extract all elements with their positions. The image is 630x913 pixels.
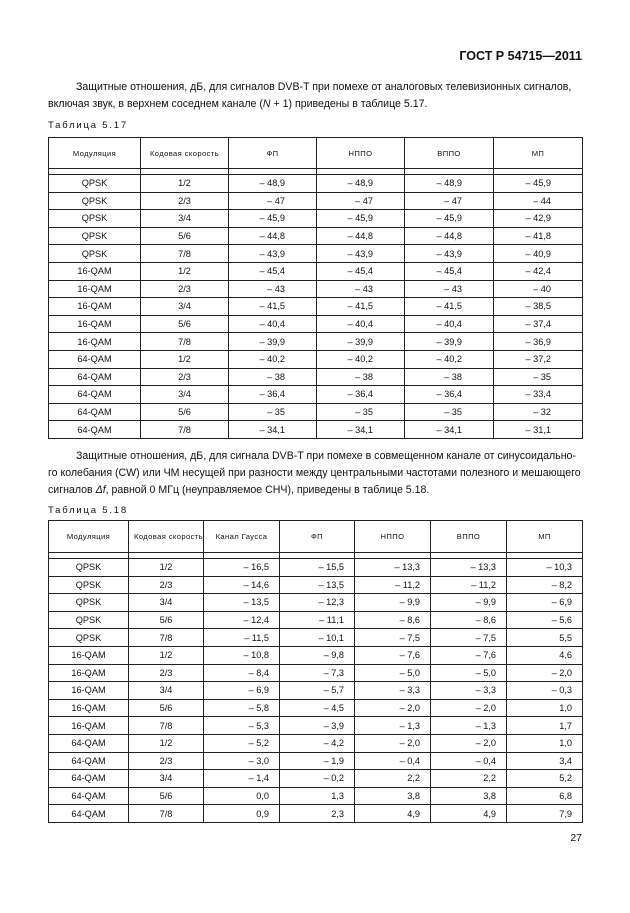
- table-cell: 1,3: [280, 787, 355, 805]
- table-cell: – 15,5: [280, 559, 355, 577]
- table-cell: – 2,0: [355, 734, 431, 752]
- table-cell: 64-QAM: [49, 752, 129, 770]
- table-cell: – 37,2: [494, 350, 583, 368]
- table-cell: 2,2: [355, 770, 431, 788]
- table-cell: 64-QAM: [49, 368, 141, 386]
- table-cell: – 34,1: [405, 421, 494, 439]
- table-cell: 5/6: [129, 699, 204, 717]
- table-cell: – 10,8: [204, 646, 280, 664]
- table-cell: – 5,0: [431, 664, 507, 682]
- table-cell: – 43,9: [229, 245, 317, 263]
- table-cell: – 37,4: [494, 315, 583, 333]
- table-cell: 7/8: [129, 717, 204, 735]
- table-row: [49, 787, 583, 805]
- table-cell: 1/2: [129, 734, 204, 752]
- table-row: [49, 333, 583, 351]
- table-cell: – 36,9: [494, 333, 583, 351]
- table-cell: – 9,9: [431, 594, 507, 612]
- table-cell: – 0,4: [431, 752, 507, 770]
- table-cell: – 2,0: [355, 699, 431, 717]
- table-row: [49, 227, 583, 245]
- table-cell: – 45,4: [405, 262, 494, 280]
- table-cell: 2/3: [129, 752, 204, 770]
- paragraph-line: Защитные отношения, дБ, для сигнала DVB-T при помехе в совмещенном канале от синусоидально-: [76, 450, 576, 462]
- frequency-variable: Δf: [95, 484, 106, 496]
- column-header: Кодовая скорость: [141, 138, 229, 169]
- table-cell: 64-QAM: [49, 787, 129, 805]
- table-cell: 64-QAM: [49, 805, 129, 823]
- table-cell: – 1,3: [355, 717, 431, 735]
- table-cell: – 1,4: [204, 770, 280, 788]
- table-cell: – 16,5: [204, 559, 280, 577]
- table-cell: 16-QAM: [49, 333, 141, 351]
- table-cell: – 5,6: [507, 611, 583, 629]
- table-row: [49, 629, 583, 647]
- table-cell: 16-QAM: [49, 664, 129, 682]
- table-row: [49, 594, 583, 612]
- table-cell: QPSK: [49, 245, 141, 263]
- table-cell: – 12,4: [204, 611, 280, 629]
- table-row: [49, 386, 583, 404]
- column-header: НППО: [355, 521, 431, 553]
- table-cell: – 36,4: [405, 386, 494, 404]
- table-cell: 64-QAM: [49, 403, 141, 421]
- table-cell: – 45,9: [317, 210, 405, 228]
- table-cell: – 38: [317, 368, 405, 386]
- table-cell: 1/2: [141, 350, 229, 368]
- table-cell: – 36,4: [229, 386, 317, 404]
- table-cell: – 40,2: [405, 350, 494, 368]
- table-cell: – 3,3: [355, 682, 431, 700]
- table-cell: – 6,9: [507, 594, 583, 612]
- table-caption: Таблица 5.18: [48, 505, 128, 516]
- table-cell: 16-QAM: [49, 262, 141, 280]
- table-cell: – 39,9: [405, 333, 494, 351]
- table-cell: – 8,2: [507, 576, 583, 594]
- column-header: Кодовая скорость: [129, 521, 204, 553]
- table-cell: – 35: [494, 368, 583, 386]
- table-row: [49, 403, 583, 421]
- table-cell: – 14,6: [204, 576, 280, 594]
- table-cell: – 41,5: [405, 298, 494, 316]
- table-cell: – 40,2: [317, 350, 405, 368]
- table-cell: – 13,5: [280, 576, 355, 594]
- table-cell: – 6,9: [204, 682, 280, 700]
- table-cell: – 8,6: [431, 611, 507, 629]
- table-cell: – 43,9: [317, 245, 405, 263]
- table-cell: – 45,9: [405, 210, 494, 228]
- table-cell: – 40,2: [229, 350, 317, 368]
- table-row: [49, 699, 583, 717]
- table-cell: – 0,4: [355, 752, 431, 770]
- table-cell: – 38,5: [494, 298, 583, 316]
- table-cell: – 42,4: [494, 262, 583, 280]
- paragraph-line: Защитные отношения, дБ, для сигналов DVB-T при помехе от аналоговых телевизионных сигналов,: [76, 81, 572, 93]
- table-cell: 3,8: [431, 787, 507, 805]
- table-cell: 6,8: [507, 787, 583, 805]
- table-cell: 16-QAM: [49, 699, 129, 717]
- table-cell: 16-QAM: [49, 298, 141, 316]
- table-row: [49, 734, 583, 752]
- table-cell: – 47: [317, 192, 405, 210]
- table-cell: – 43,9: [405, 245, 494, 263]
- column-header: ВППО: [405, 138, 494, 169]
- table-cell: – 35: [229, 403, 317, 421]
- table-cell: – 39,9: [317, 333, 405, 351]
- table-cell: 5/6: [141, 227, 229, 245]
- column-header: МП: [494, 138, 583, 169]
- table-cell: 1,7: [507, 717, 583, 735]
- table-5-18: [48, 520, 583, 823]
- table-cell: – 10,3: [507, 559, 583, 577]
- table-row: [49, 175, 583, 193]
- table-cell: – 5,3: [204, 717, 280, 735]
- table-cell: QPSK: [49, 559, 129, 577]
- table-cell: – 3,0: [204, 752, 280, 770]
- table-row: [49, 717, 583, 735]
- table-cell: 3/4: [129, 594, 204, 612]
- table-cell: – 47: [405, 192, 494, 210]
- table-cell: – 39,9: [229, 333, 317, 351]
- paragraph-table-5-17-intro: [48, 79, 582, 113]
- table-cell: – 9,9: [355, 594, 431, 612]
- table-cell: – 33,4: [494, 386, 583, 404]
- table-cell: 0,9: [204, 805, 280, 823]
- table-5-17: [48, 137, 583, 439]
- column-header: Модуляция: [49, 521, 129, 553]
- table-row: [49, 262, 583, 280]
- table-cell: – 7,6: [355, 646, 431, 664]
- table-cell: – 3,9: [280, 717, 355, 735]
- document-standard-number: ГОСТ Р 54715—2011: [459, 49, 582, 63]
- table-cell: 4,9: [355, 805, 431, 823]
- table-cell: – 5,7: [280, 682, 355, 700]
- table-cell: 1,0: [507, 699, 583, 717]
- paragraph-line: го колебания (CW) или ЧМ несущей при разности между центральными частотами полезного и мешающего: [48, 467, 581, 479]
- table-cell: 1/2: [129, 559, 204, 577]
- table-cell: – 7,5: [431, 629, 507, 647]
- table-cell: – 12,3: [280, 594, 355, 612]
- table-cell: 64-QAM: [49, 386, 141, 404]
- table-cell: 5/6: [129, 611, 204, 629]
- table-cell: – 2,0: [507, 664, 583, 682]
- table-cell: – 10,1: [280, 629, 355, 647]
- table-cell: – 31,1: [494, 421, 583, 439]
- table-cell: – 40,4: [317, 315, 405, 333]
- table-row: [49, 664, 583, 682]
- table-cell: 2/3: [129, 664, 204, 682]
- table-cell: – 47: [229, 192, 317, 210]
- column-header: НППО: [317, 138, 405, 169]
- table-cell: – 9,8: [280, 646, 355, 664]
- table-cell: – 45,9: [229, 210, 317, 228]
- table-cell: – 4,5: [280, 699, 355, 717]
- table-cell: – 11,2: [355, 576, 431, 594]
- table-cell: – 43: [405, 280, 494, 298]
- table-cell: – 35: [317, 403, 405, 421]
- table-cell: 7/8: [141, 333, 229, 351]
- table-row: [49, 559, 583, 577]
- table-cell: 16-QAM: [49, 646, 129, 664]
- table-cell: 3/4: [129, 770, 204, 788]
- table-cell: – 13,3: [431, 559, 507, 577]
- table-cell: – 48,9: [317, 175, 405, 193]
- table-cell: – 42,9: [494, 210, 583, 228]
- table-cell: 2/3: [141, 192, 229, 210]
- table-cell: 64-QAM: [49, 350, 141, 368]
- table-cell: – 4,2: [280, 734, 355, 752]
- table-cell: – 34,1: [229, 421, 317, 439]
- table-cell: – 5,0: [355, 664, 431, 682]
- table-row: [49, 298, 583, 316]
- channel-variable: N: [262, 98, 271, 110]
- paragraph-table-5-18-intro: [48, 448, 582, 499]
- table-cell: – 40,4: [229, 315, 317, 333]
- table-cell: 0,0: [204, 787, 280, 805]
- table-cell: – 35: [405, 403, 494, 421]
- table-cell: – 48,9: [405, 175, 494, 193]
- table-row: [49, 421, 583, 439]
- table-cell: – 41,5: [317, 298, 405, 316]
- page-number: 27: [570, 832, 582, 844]
- table-cell: – 44,8: [405, 227, 494, 245]
- table-cell: – 2,0: [431, 699, 507, 717]
- table-row: [49, 280, 583, 298]
- table-cell: 16-QAM: [49, 682, 129, 700]
- table-cell: 7/8: [129, 805, 204, 823]
- table-cell: – 44: [494, 192, 583, 210]
- table-cell: – 13,3: [355, 559, 431, 577]
- table-cell: – 0,3: [507, 682, 583, 700]
- table-cell: 1,0: [507, 734, 583, 752]
- table-cell: – 11,1: [280, 611, 355, 629]
- table-row: [49, 611, 583, 629]
- table-cell: – 11,2: [431, 576, 507, 594]
- table-cell: 3/4: [141, 210, 229, 228]
- table-cell: – 45,9: [494, 175, 583, 193]
- table-cell: 64-QAM: [49, 770, 129, 788]
- table-cell: 64-QAM: [49, 734, 129, 752]
- table-cell: QPSK: [49, 629, 129, 647]
- table-cell: – 44,8: [317, 227, 405, 245]
- table-row: [49, 576, 583, 594]
- paragraph-line: , равной 0 МГц (неуправляемое СНЧ), приведены в таблице 5.18.: [105, 484, 430, 496]
- table-cell: – 40: [494, 280, 583, 298]
- table-cell: 7,9: [507, 805, 583, 823]
- paragraph-line: + 1) приведены в таблице 5.17.: [270, 98, 428, 110]
- table-cell: – 43: [317, 280, 405, 298]
- column-header: ВППО: [431, 521, 507, 553]
- table-cell: – 41,8: [494, 227, 583, 245]
- table-cell: 64-QAM: [49, 421, 141, 439]
- table-cell: – 7,3: [280, 664, 355, 682]
- table-cell: 16-QAM: [49, 717, 129, 735]
- table-cell: – 45,4: [317, 262, 405, 280]
- table-cell: 3,8: [355, 787, 431, 805]
- table-cell: – 13,5: [204, 594, 280, 612]
- table-cell: 2/3: [141, 280, 229, 298]
- table-cell: QPSK: [49, 192, 141, 210]
- table-cell: – 1,3: [431, 717, 507, 735]
- table-cell: – 38: [229, 368, 317, 386]
- table-row: [49, 210, 583, 228]
- table-row: [49, 368, 583, 386]
- table-cell: QPSK: [49, 594, 129, 612]
- table-row: [49, 646, 583, 664]
- table-cell: – 2,0: [431, 734, 507, 752]
- table-cell: – 40,4: [405, 315, 494, 333]
- table-cell: 2,2: [431, 770, 507, 788]
- table-row: [49, 245, 583, 263]
- table-cell: – 41,5: [229, 298, 317, 316]
- paragraph-line: включая звук, в верхнем соседнем канале (: [48, 98, 263, 110]
- table-cell: 1/2: [141, 175, 229, 193]
- table-cell: 2/3: [141, 368, 229, 386]
- table-cell: – 34,1: [317, 421, 405, 439]
- table-cell: – 11,5: [204, 629, 280, 647]
- table-cell: 3,4: [507, 752, 583, 770]
- table-cell: – 32: [494, 403, 583, 421]
- table-cell: 16-QAM: [49, 280, 141, 298]
- table-cell: 3/4: [141, 386, 229, 404]
- table-cell: – 3,3: [431, 682, 507, 700]
- table-cell: – 7,5: [355, 629, 431, 647]
- table-cell: 7/8: [141, 421, 229, 439]
- table-row: [49, 805, 583, 823]
- table-row: [49, 752, 583, 770]
- table-cell: 16-QAM: [49, 315, 141, 333]
- table-cell: – 45,4: [229, 262, 317, 280]
- table-cell: – 8,6: [355, 611, 431, 629]
- column-header: Модуляция: [49, 138, 141, 169]
- table-cell: 5,5: [507, 629, 583, 647]
- table-cell: QPSK: [49, 175, 141, 193]
- table-cell: 2/3: [129, 576, 204, 594]
- table-cell: QPSK: [49, 210, 141, 228]
- paragraph-line: сигналов: [48, 484, 96, 496]
- table-row: [49, 315, 583, 333]
- table-cell: QPSK: [49, 611, 129, 629]
- table-row: [49, 770, 583, 788]
- table-cell: – 40,9: [494, 245, 583, 263]
- table-cell: – 5,2: [204, 734, 280, 752]
- table-cell: 5/6: [129, 787, 204, 805]
- table-cell: QPSK: [49, 227, 141, 245]
- table-cell: 1/2: [141, 262, 229, 280]
- table-row: [49, 350, 583, 368]
- table-cell: – 48,9: [229, 175, 317, 193]
- table-cell: – 5,8: [204, 699, 280, 717]
- column-header: ФП: [280, 521, 355, 553]
- table-cell: QPSK: [49, 576, 129, 594]
- table-cell: – 8,4: [204, 664, 280, 682]
- table-cell: – 36,4: [317, 386, 405, 404]
- table-cell: 3/4: [129, 682, 204, 700]
- table-cell: 4,6: [507, 646, 583, 664]
- table-cell: 1/2: [129, 646, 204, 664]
- table-cell: 7/8: [129, 629, 204, 647]
- table-cell: 5/6: [141, 315, 229, 333]
- table-cell: 5/6: [141, 403, 229, 421]
- table-cell: – 1,9: [280, 752, 355, 770]
- table-cell: – 38: [405, 368, 494, 386]
- column-header: ФП: [229, 138, 317, 169]
- column-header: Канал Гаусса: [204, 521, 280, 553]
- table-cell: 7/8: [141, 245, 229, 263]
- table-cell: 3/4: [141, 298, 229, 316]
- table-cell: – 43: [229, 280, 317, 298]
- table-cell: – 44,8: [229, 227, 317, 245]
- column-header: МП: [507, 521, 583, 553]
- table-cell: 5,2: [507, 770, 583, 788]
- table-cell: 2,3: [280, 805, 355, 823]
- table-caption: Таблица 5.17: [48, 120, 128, 131]
- table-cell: – 7,6: [431, 646, 507, 664]
- table-cell: – 0,2: [280, 770, 355, 788]
- table-cell: 4,9: [431, 805, 507, 823]
- table-row: [49, 192, 583, 210]
- table-row: [49, 682, 583, 700]
